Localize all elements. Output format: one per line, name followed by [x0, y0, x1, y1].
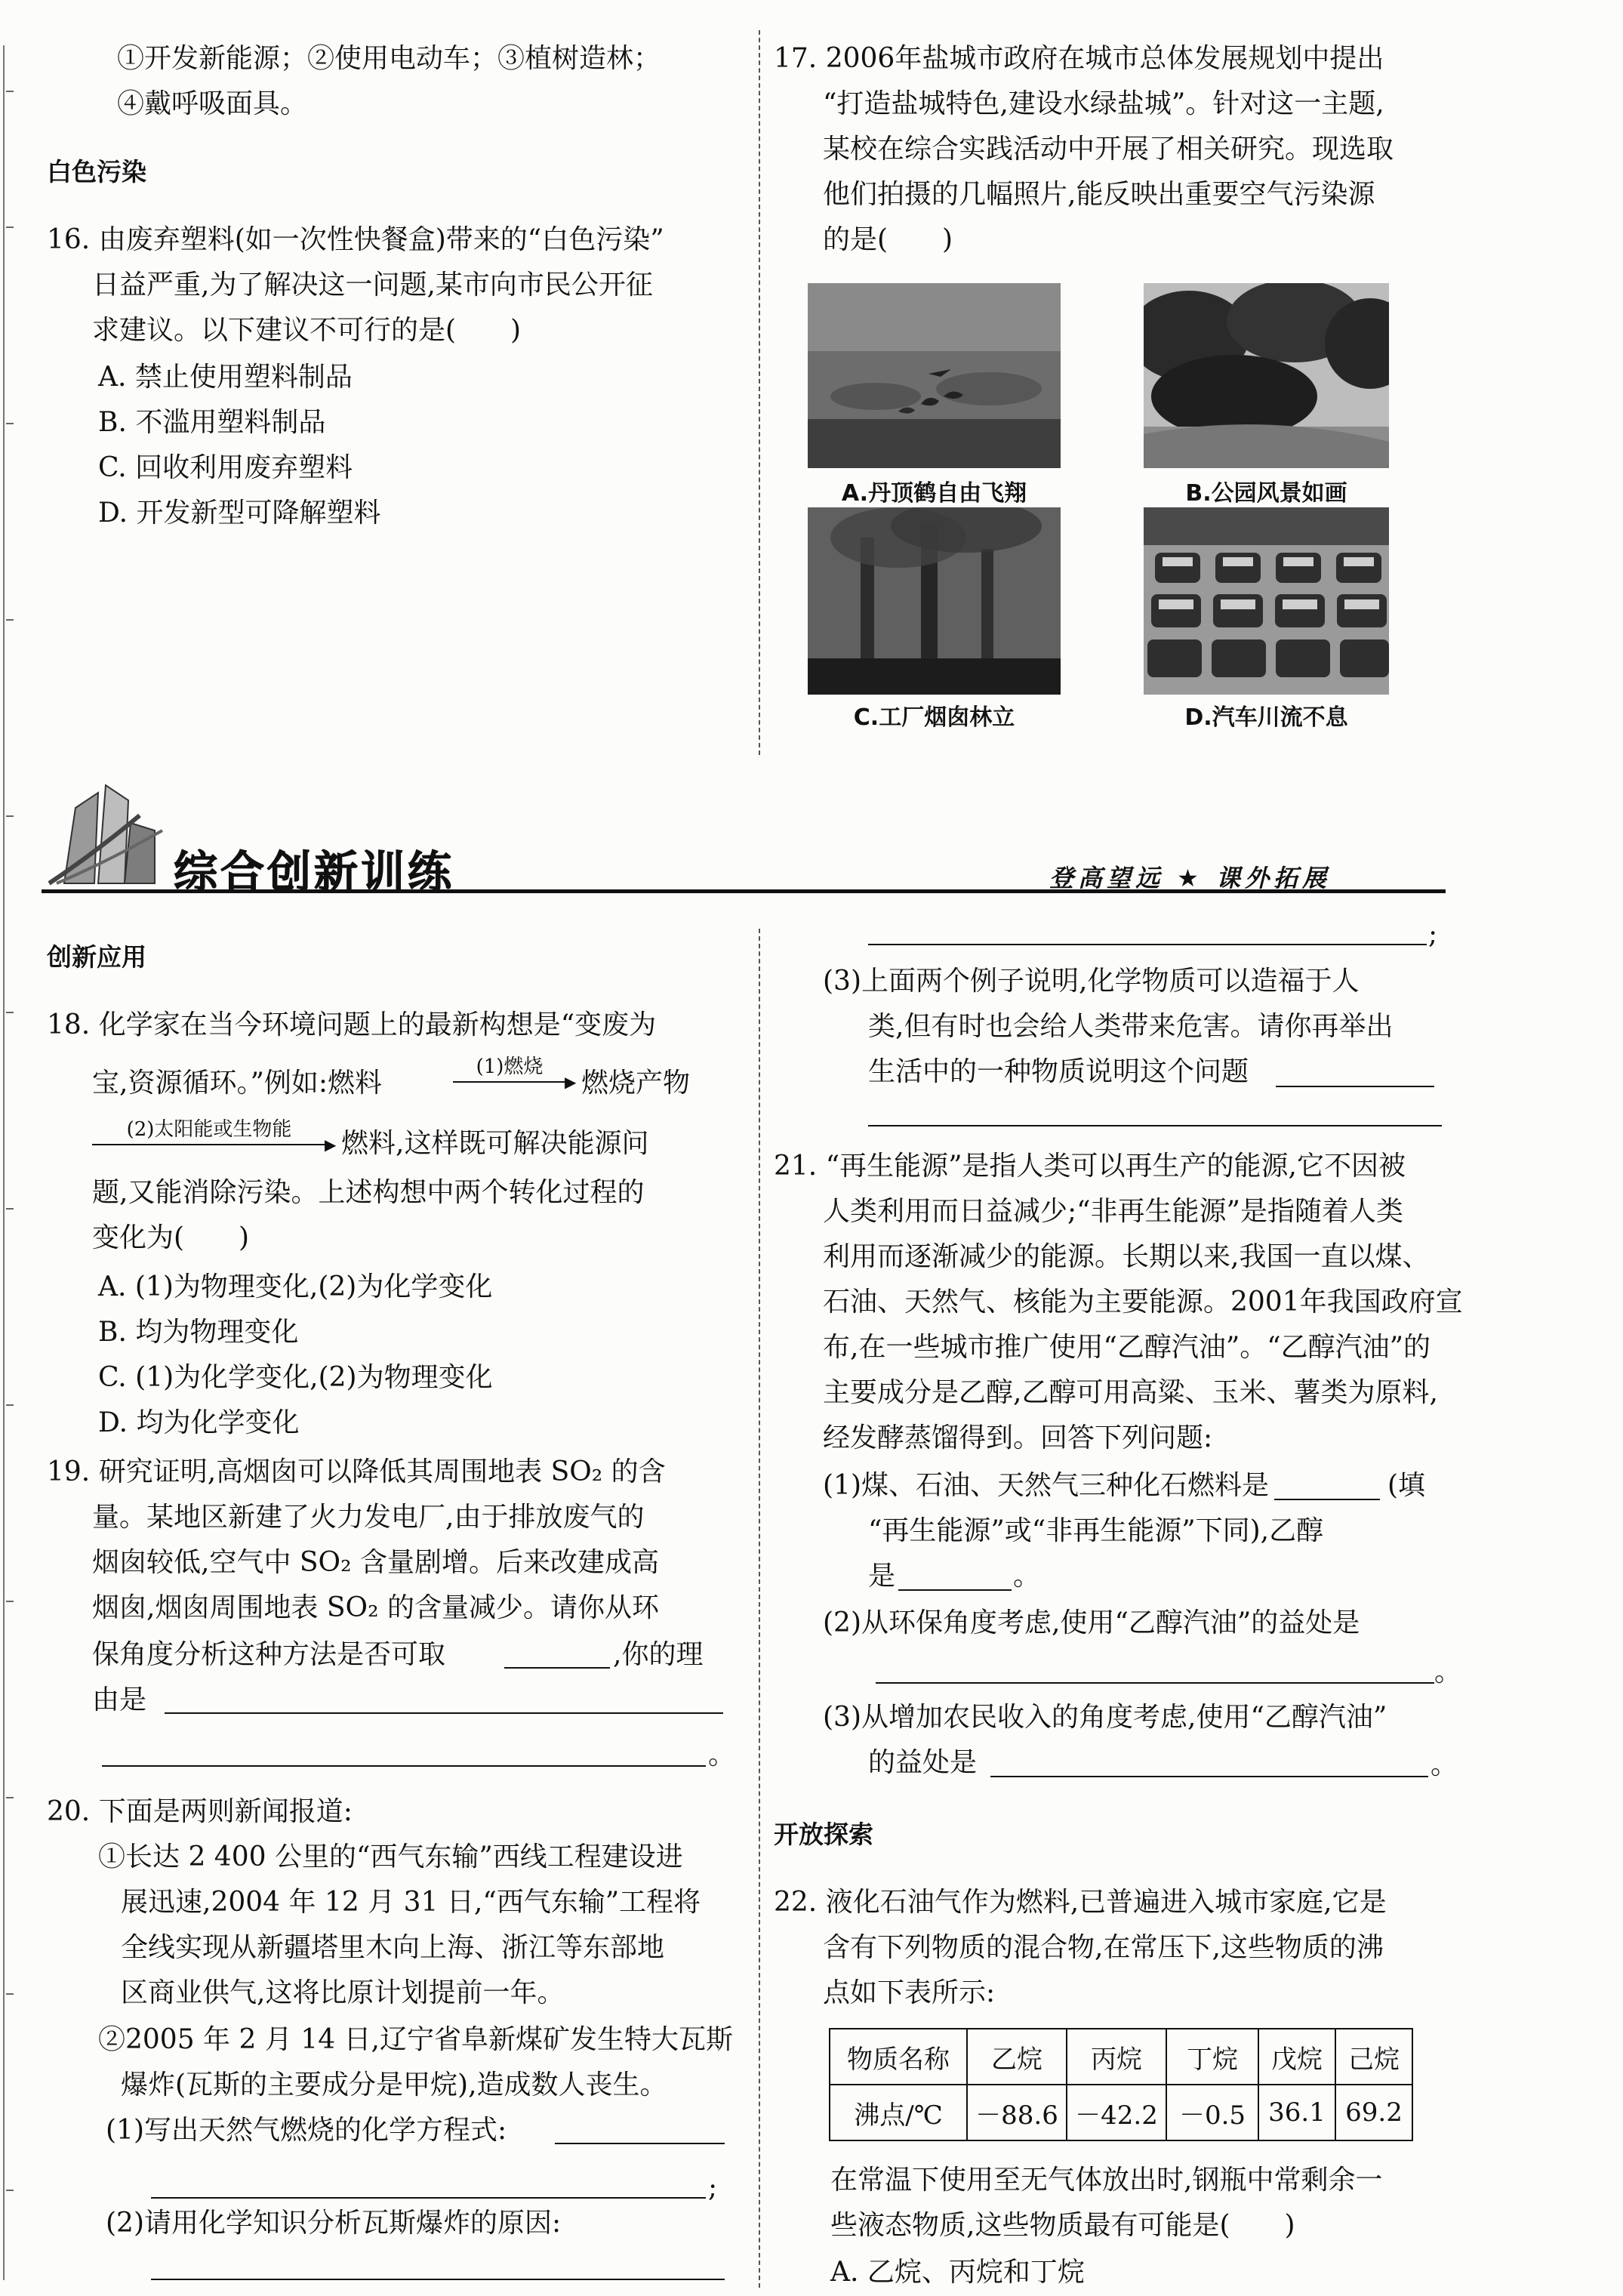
q18-option[interactable]: B. 均为物理变化	[98, 1317, 299, 1348]
q18-stem: 题,又能消除污染。上述构想中两个转化过程的	[92, 1177, 645, 1208]
q16-option[interactable]: C. 回收利用废弃塑料	[98, 452, 353, 483]
q20-3-blank-b[interactable]	[868, 1125, 1442, 1126]
q20-3-stem: 类,但有时也会给人类带来危害。请你再举出	[868, 1011, 1394, 1042]
arrow2-label: (2)太阳能或生物能	[126, 1118, 292, 1141]
section-white-pollution: 白色污染	[47, 157, 146, 186]
arrow1-head-icon: ▶	[565, 1073, 577, 1091]
caption-b: B.公园风景如画	[1185, 480, 1347, 507]
q22-stem: 在常温下使用至无气体放出时,钢瓶中常剩余一	[830, 2165, 1383, 2196]
q20-2-blank[interactable]	[151, 2279, 725, 2280]
table-cell: 丙烷	[1067, 2029, 1166, 2085]
q22-stem: 些液态物质,这些物质最有可能是( )	[830, 2210, 1295, 2241]
q20-stem: ①长达 2 400 公里的“西气东输”西线工程建设进	[98, 1841, 683, 1872]
semicolon: ;	[1428, 919, 1438, 950]
q21-2-stem: (2)从环保角度考虑,使用“乙醇汽油”的益处是	[823, 1607, 1360, 1638]
q21-1-stem: “再生能源”或“非再生能源”下同),乙醇	[868, 1515, 1324, 1546]
q17-stem: 某校在综合实践活动中开展了相关研究。现选取	[823, 134, 1394, 165]
q19-answer-blank-2[interactable]	[165, 1712, 723, 1714]
period: 。	[708, 1740, 736, 1771]
q21-stem: 经发酵蒸馏得到。回答下列问题:	[823, 1422, 1213, 1453]
table-cell: －42.2	[1067, 2085, 1166, 2140]
q16-stem: 求建议。以下建议不可行的是( )	[92, 315, 522, 346]
q19-stem: ,你的理	[613, 1639, 704, 1670]
q21-stem: 布,在一些城市推广使用“乙醇汽油”。“乙醇汽油”的	[823, 1332, 1431, 1363]
arrow1-label: (1)燃烧	[476, 1056, 544, 1078]
q21-stem: 主要成分是乙醇,乙醇可用高粱、玉米、薯类为原料,	[823, 1377, 1438, 1408]
q22-stem: 含有下列物质的混合物,在常压下,这些物质的沸	[823, 1932, 1384, 1963]
q22-option[interactable]: A. 乙烷、丙烷和丁烷	[830, 2257, 1085, 2288]
q17-stem: 的是( )	[823, 224, 953, 255]
q15-option-line: ①开发新能源；②使用电动车；③植树造林；	[117, 43, 661, 74]
caption-d: D.汽车川流不息	[1184, 704, 1348, 731]
q21-1-blank-a[interactable]	[1274, 1499, 1380, 1500]
boiling-point-table	[829, 2028, 1413, 2141]
q21-3-blank[interactable]	[990, 1776, 1428, 1777]
q20-stem: (2)请用化学知识分析瓦斯爆炸的原因:	[106, 2208, 562, 2239]
q18-stem: 宝,资源循环。”例如:燃料	[92, 1068, 382, 1099]
q21-stem: 21. “再生能源”是指人类可以再生产的能源,它不因被	[774, 1151, 1406, 1182]
period: 。	[1431, 1749, 1458, 1780]
q19-stem: 烟囱,烟囱周围地表 SO₂ 的含量减少。请你从环	[92, 1592, 659, 1623]
q19-stem: 量。某地区新建了火力发电厂,由于排放废气的	[92, 1502, 645, 1533]
caption-c: C.工厂烟囱林立	[853, 704, 1015, 731]
q18-option[interactable]: D. 均为化学变化	[98, 1407, 300, 1438]
q18-stem: 燃烧产物	[581, 1068, 691, 1099]
photo-cranes[interactable]	[808, 283, 1061, 468]
q17-stem: “打造盐城特色,建设水绿盐城”。针对这一主题,	[823, 88, 1384, 119]
q16-stem: 日益严重,为了解决这一问题,某市向市民公开征	[92, 270, 653, 300]
q21-stem: 石油、天然气、核能为主要能源。2001年我国政府宣	[823, 1287, 1463, 1318]
q17-stem: 他们拍摄的几幅照片,能反映出重要空气污染源	[823, 179, 1375, 210]
q20-3-stem: (3)上面两个例子说明,化学物质可以造福于人	[823, 966, 1360, 997]
q20-1-blank-b[interactable]	[151, 2197, 706, 2199]
column-divider-top	[759, 30, 760, 755]
table-row-values	[830, 2085, 1412, 2140]
q22-stem: 22. 液化石油气作为燃料,已普遍进入城市家庭,它是	[774, 1887, 1387, 1918]
q18-stem: 变化为( )	[92, 1222, 250, 1253]
q16-option[interactable]: B. 不滥用塑料制品	[98, 407, 326, 438]
q21-stem: 利用而逐渐减少的能源。长期以来,我国一直以煤、	[823, 1241, 1430, 1272]
photo-park[interactable]	[1144, 283, 1389, 468]
q21-3-stem: (3)从增加农民收入的角度考虑,使用“乙醇汽油”	[823, 1702, 1387, 1733]
q20-stem: 20. 下面是两则新闻报道:	[47, 1796, 353, 1827]
q21-stem: 人类利用而日益减少;“非再生能源”是指随着人类	[823, 1196, 1403, 1227]
caption-a: A.丹顶鹤自由飞翔	[841, 480, 1027, 507]
q20-stem: 全线实现从新疆塔里木向上海、浙江等东部地	[121, 1932, 665, 1963]
q21-2-blank[interactable]	[876, 1682, 1434, 1684]
arrow2-head-icon: ▶	[325, 1136, 337, 1154]
section-innovation: 创新应用	[47, 942, 146, 972]
q18-stem: 18. 化学家在当今环境问题上的最新构想是“变废为	[47, 1009, 657, 1040]
q19-stem: 烟囱较低,空气中 SO₂ 含量剧增。后来改建成高	[92, 1547, 659, 1578]
table-cell: －0.5	[1166, 2085, 1258, 2140]
q19-stem: 保角度分析这种方法是否可取	[92, 1639, 446, 1670]
q16-stem: 16. 由废弃塑料(如一次性快餐盒)带来的“白色污染”	[47, 224, 664, 255]
q15-option-line: ④戴呼吸面具。	[117, 88, 308, 119]
q20-3-blank-a[interactable]	[1276, 1086, 1434, 1087]
banner-buildings-icon	[42, 778, 177, 891]
table-cell: 戊烷	[1258, 2029, 1335, 2085]
q19-stem: 19. 研究证明,高烟囱可以降低其周围地表 SO₂ 的含	[47, 1456, 666, 1487]
arrow2	[92, 1144, 326, 1145]
table-cell: 36.1	[1258, 2085, 1335, 2140]
q21-1-stem: (填	[1387, 1470, 1426, 1501]
table-cell: 沸点/℃	[830, 2085, 967, 2140]
table-cell: 物质名称	[830, 2029, 967, 2085]
period: 。	[1434, 1657, 1462, 1687]
q21-1-stem: 是	[868, 1561, 896, 1592]
q19-answer-blank-3[interactable]	[102, 1765, 706, 1767]
q22-stem: 点如下表所示:	[823, 1977, 996, 2008]
banner-subtitle: 登高望远 ★ 课外拓展	[1049, 864, 1331, 892]
period: 。	[1013, 1561, 1041, 1592]
left-edge-rule	[3, 45, 5, 2280]
q21-1-stem: (1)煤、石油、天然气三种化石燃料是	[823, 1470, 1269, 1501]
q20-3-stem: 生活中的一种物质说明这个问题	[868, 1056, 1249, 1087]
table-cell: 乙烷	[967, 2029, 1067, 2085]
q20-stem: 爆炸(瓦斯的主要成分是甲烷),造成数人丧生。	[121, 2069, 667, 2100]
column-divider-bottom	[759, 929, 760, 2288]
q20-stem: 展迅速,2004 年 12 月 31 日,“西气东输”工程将	[121, 1887, 701, 1918]
q21-1-blank-b[interactable]	[898, 1589, 1012, 1591]
photo-traffic[interactable]	[1144, 507, 1389, 695]
q19-stem: 由是	[92, 1684, 147, 1715]
table-row-names	[830, 2029, 1412, 2085]
q16-option[interactable]: A. 禁止使用塑料制品	[98, 362, 353, 393]
q18-option[interactable]: A. (1)为物理变化,(2)为化学变化	[98, 1271, 493, 1302]
q20-1-blank-a[interactable]	[555, 2143, 725, 2144]
table-cell: 己烷	[1335, 2029, 1412, 2085]
arrow1	[453, 1081, 566, 1083]
table-cell: 69.2	[1335, 2085, 1412, 2140]
semicolon: ;	[708, 2172, 718, 2203]
q20-stem: (1)写出天然气燃烧的化学方程式:	[106, 2115, 507, 2146]
q20-2-blank-cont[interactable]	[868, 944, 1427, 945]
q20-stem: ②2005 年 2 月 14 日,辽宁省阜新煤矿发生特大瓦斯	[98, 2024, 733, 2055]
q17-stem: 17. 2006年盐城市政府在城市总体发展规划中提出	[774, 43, 1384, 74]
table-cell: 丁烷	[1166, 2029, 1258, 2085]
q21-3-stem: 的益处是	[868, 1747, 978, 1778]
q16-option[interactable]: D. 开发新型可降解塑料	[98, 498, 381, 529]
table-cell: －88.6	[967, 2085, 1067, 2140]
banner-title: 综合创新训练	[174, 846, 455, 898]
q19-answer-blank-1[interactable]	[504, 1667, 610, 1669]
q18-stem: 燃料,这样既可解决能源问	[341, 1128, 649, 1159]
q18-option[interactable]: C. (1)为化学变化,(2)为物理变化	[98, 1362, 493, 1393]
photo-chimneys[interactable]	[808, 507, 1061, 695]
section-open-explore: 开放探索	[774, 1820, 873, 1849]
q20-stem: 区商业供气,这将比原计划提前一年。	[121, 1977, 565, 2008]
